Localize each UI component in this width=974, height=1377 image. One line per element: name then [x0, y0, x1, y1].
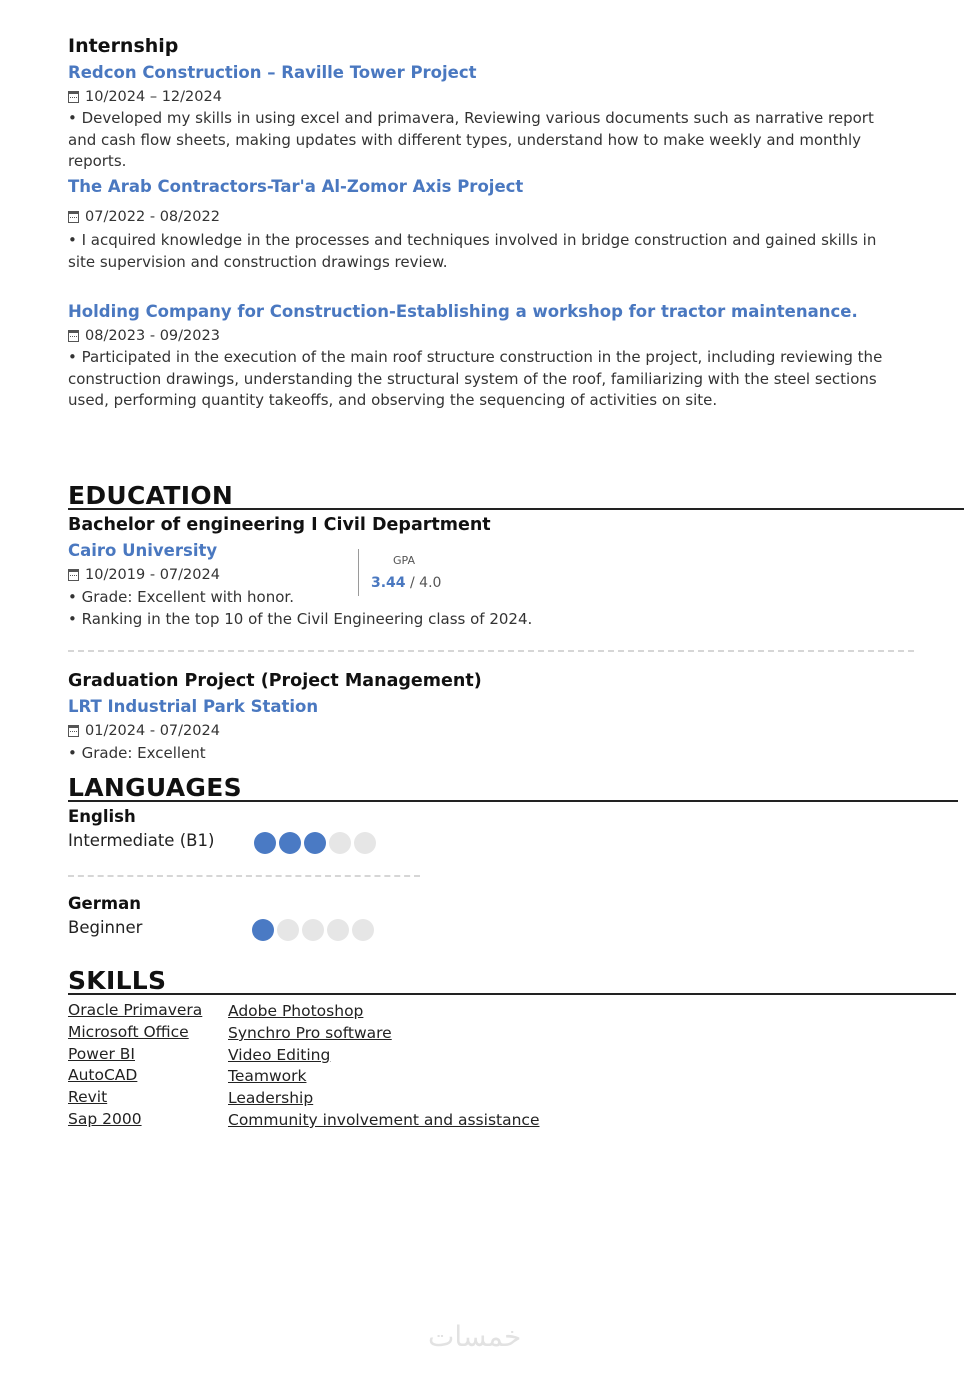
skill-item: Microsoft Office [68, 1023, 189, 1041]
rating-dot-filled [254, 832, 276, 854]
date-text: 01/2024 - 07/2024 [85, 723, 220, 739]
degree-bullet: • Ranking in the top 10 of the Civil Engineering class of 2024. [68, 610, 533, 628]
language-rating [254, 832, 376, 854]
skill-item: Community involvement and assistance [228, 1111, 540, 1129]
skills-title: SKILLS [68, 966, 167, 995]
internship-org: Holding Company for Construction-Establishing a workshop for tractor maintenance. [68, 302, 858, 321]
date-text: 08/2023 - 09/2023 [85, 328, 220, 344]
project-bullet: • Grade: Excellent [68, 744, 206, 762]
gpa-score: 3.44 [371, 575, 406, 591]
date-text: 07/2022 - 08/2022 [85, 209, 220, 225]
internship-org: Redcon Construction – Raville Tower Project [68, 63, 477, 82]
skill-item: Power BI [68, 1045, 135, 1063]
skill-item: Sap 2000 [68, 1110, 142, 1128]
gpa-max: / 4.0 [410, 575, 442, 591]
date-text: 10/2019 - 07/2024 [85, 567, 220, 583]
internship-date [68, 89, 222, 105]
gpa-divider [358, 549, 359, 596]
calendar-icon [68, 330, 79, 342]
language-level: Beginner [68, 918, 143, 937]
skill-item: Oracle Primavera [68, 1001, 203, 1019]
project-date [68, 723, 220, 739]
language-level: Intermediate (B1) [68, 831, 215, 850]
section-rule [68, 993, 956, 995]
rating-dot-empty [327, 919, 349, 941]
language-name: German [68, 894, 141, 913]
rating-dot-empty [354, 832, 376, 854]
degree-date [68, 567, 220, 583]
calendar-icon [68, 569, 79, 581]
skill-item: Video Editing [228, 1046, 331, 1064]
dashed-divider [68, 875, 420, 877]
internship-description: • I acquired knowledge in the processes and techniques involved in bridge construction and gained skills in site supervision and construction drawings review. [68, 231, 877, 271]
skill-item: Revit [68, 1088, 108, 1106]
rating-dot-filled [304, 832, 326, 854]
calendar-icon [68, 91, 79, 103]
internship-description: • Developed my skills in using excel and primavera, Reviewing various documents such as narrative report and cash flow sheets, making updates with different types, understand how to make weekly and monthly reports. [68, 109, 874, 170]
languages-title: LANGUAGES [68, 773, 242, 802]
internship-heading: Internship [68, 35, 179, 57]
section-rule [68, 800, 958, 802]
degree-bullet: • Grade: Excellent with honor. [68, 588, 294, 606]
education-title: EDUCATION [68, 481, 234, 510]
project-name: Graduation Project (Project Management) [68, 671, 482, 691]
skill-item: Synchro Pro software [228, 1024, 392, 1042]
calendar-icon [68, 725, 79, 737]
skill-item: AutoCAD [68, 1066, 138, 1084]
rating-dot-filled [279, 832, 301, 854]
rating-dot-empty [302, 919, 324, 941]
date-text: 10/2024 – 12/2024 [85, 89, 222, 105]
watermark-logo: خمسات [428, 1320, 522, 1353]
rating-dot-empty [352, 919, 374, 941]
dashed-divider [68, 650, 914, 652]
rating-dot-empty [329, 832, 351, 854]
section-rule [68, 508, 964, 510]
language-name: English [68, 807, 136, 826]
degree-name: Bachelor of engineering I Civil Department [68, 515, 491, 535]
language-rating [252, 919, 374, 941]
internship-description: • Participated in the execution of the main roof structure construction in the project, including reviewing the construction drawings, understanding the structural system of the roof, familiarizing with the steel sections used, performing quantity takeoffs, and observing the sequencing of activities on site. [68, 348, 883, 409]
skill-item: Adobe Photoshop [228, 1002, 364, 1020]
rating-dot-empty [277, 919, 299, 941]
university-name: Cairo University [68, 541, 218, 560]
internship-date [68, 209, 220, 225]
rating-dot-filled [252, 919, 274, 941]
skill-item: Leadership [228, 1089, 314, 1107]
calendar-icon [68, 211, 79, 223]
internship-org: The Arab Contractors-Tar'a Al-Zomor Axis Project [68, 177, 524, 196]
gpa-label: GPA [393, 554, 415, 567]
internship-date [68, 328, 220, 344]
skill-item: Teamwork [228, 1067, 307, 1085]
project-subject: LRT Industrial Park Station [68, 697, 319, 716]
gpa-value [371, 575, 441, 591]
